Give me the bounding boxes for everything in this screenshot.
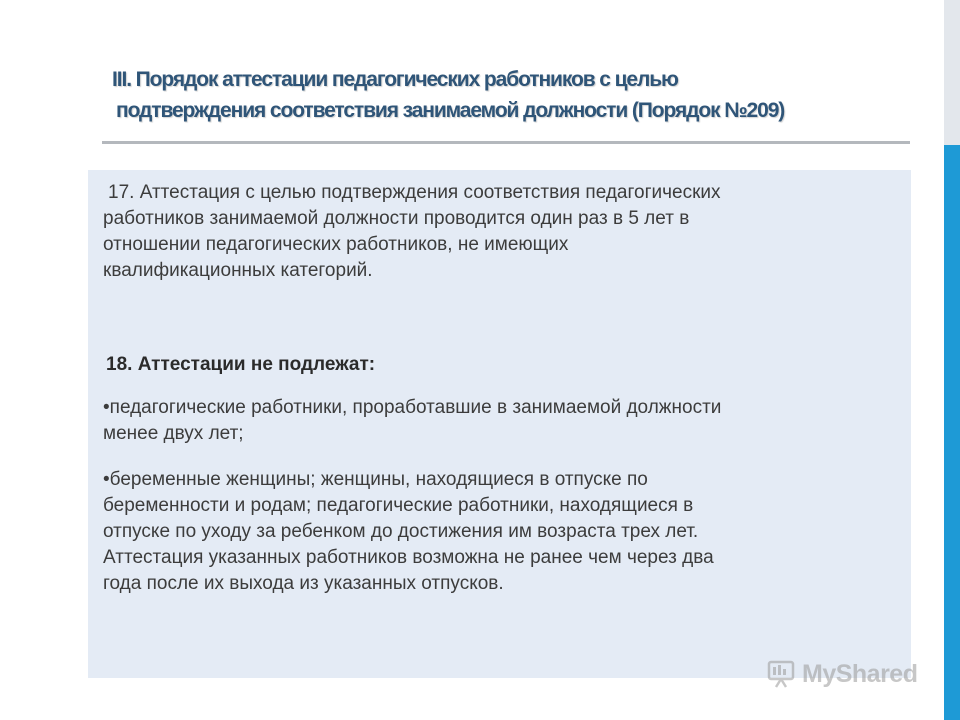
- paragraph-17-line-3: отношении педагогических работников, не имеющих: [103, 234, 569, 255]
- paragraph-17: [103, 180, 893, 284]
- myshared-watermark: [766, 657, 917, 691]
- paragraph-17-line-1: 17. Аттестация с целью подтверждения соответствия педагогических: [108, 182, 721, 203]
- title-divider: [102, 141, 910, 144]
- bullet-item-1: [103, 395, 893, 447]
- paragraph-17-line-2: работников занимаемой должности проводится один раз в 5 лет в: [103, 208, 690, 229]
- paragraph-18-heading: 18. Аттестации не подлежат:: [106, 354, 376, 375]
- slide-title-line-2: подтверждения соответствия занимаемой должности (Порядок №209): [116, 99, 785, 122]
- bullet-item-2: [103, 467, 893, 597]
- side-accent-bar-top: [944, 0, 960, 145]
- presentation-board-icon: [766, 659, 796, 689]
- paragraph-17-line-4: квалификационных категорий.: [103, 260, 373, 281]
- bullet-item-2-line-5: года после их выхода из указанных отпусков.: [103, 573, 504, 594]
- bullet-item-2-line-3: отпуске по уходу за ребенком до достижения им возраста трех лет.: [103, 521, 699, 542]
- bullet-item-2-line-1: •беременные женщины; женщины, находящиеся в отпуске по: [103, 469, 648, 490]
- bullet-item-1-line-1: •педагогические работники, проработавшие в занимаемой должности: [103, 397, 722, 418]
- bullet-item-2-line-2: беременности и родам; педагогические работники, находящиеся в: [103, 495, 694, 516]
- slide-title-line-1: III. Порядок аттестации педагогических работников с целью: [112, 68, 678, 91]
- watermark-text: MyShared: [802, 659, 918, 688]
- side-accent-bar: [944, 145, 960, 720]
- slide-title: [112, 64, 942, 126]
- bullet-item-1-line-2: менее двух лет;: [103, 423, 244, 444]
- bullet-item-2-line-4: Аттестация указанных работников возможна не ранее чем через два: [103, 547, 714, 568]
